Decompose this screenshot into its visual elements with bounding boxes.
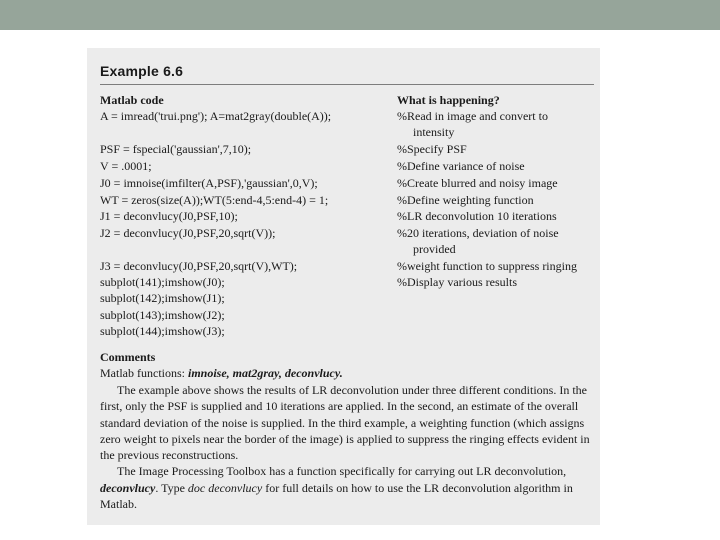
functions-list: imnoise, mat2gray, deconvlucy.: [187, 366, 343, 380]
example-title: Example 6.6: [100, 63, 184, 79]
comment-line: provided: [413, 242, 456, 256]
comment-line: %weight function to suppress ringing: [397, 259, 577, 273]
paragraph2-doc-command: doc deconvlucy: [187, 480, 263, 495]
code-line: J3 = deconvlucy(J0,PSF,20,sqrt(V),WT);: [100, 259, 298, 273]
comment-line: %20 iterations, deviation of noise: [397, 226, 559, 240]
paragraph2-text-e: for full details on how to use the LR deconvolution algorithm in Matlab.: [100, 480, 573, 512]
code-line: subplot(142);imshow(J1);: [100, 291, 225, 305]
comment-line: %Read in image and convert to: [397, 109, 548, 123]
comments-body: [100, 382, 595, 512]
comment-line: intensity: [413, 125, 455, 139]
functions-prefix: Matlab functions:: [100, 366, 188, 380]
comment-line: %LR deconvolution 10 iterations: [397, 209, 557, 223]
paragraph2-text-c: . Type: [155, 480, 188, 495]
comment-line: %Create blurred and noisy image: [397, 176, 558, 190]
comment-paragraph-2: [100, 463, 595, 512]
matlab-functions-line: [100, 365, 343, 381]
code-line: subplot(144);imshow(J3);: [100, 324, 225, 338]
top-banner: [0, 0, 720, 30]
code-line: WT = zeros(size(A));WT(5:end-4,5:end-4) = 1;: [100, 193, 329, 207]
code-header: Matlab code: [100, 93, 164, 107]
comments-header: Comments: [100, 350, 156, 364]
code-line: subplot(143);imshow(J2);: [100, 308, 225, 322]
comment-header: What is happening?: [397, 93, 500, 107]
comment-line: %Display various results: [397, 275, 517, 289]
code-line: V = .0001;: [100, 159, 152, 173]
comment-line: %Define variance of noise: [397, 159, 525, 173]
code-line: subplot(141);imshow(J0);: [100, 275, 225, 289]
code-line: J1 = deconvlucy(J0,PSF,10);: [100, 209, 238, 223]
comment-line: %Specify PSF: [397, 142, 467, 156]
title-divider: [100, 84, 594, 85]
code-line: J0 = imnoise(imfilter(A,PSF),'gaussian',0,V);: [100, 176, 318, 190]
code-line: PSF = fspecial('gaussian',7,10);: [100, 142, 252, 156]
paragraph2-text-a: The Image Processing Toolbox has a function specifically for carrying out LR deconvolution,: [117, 464, 567, 479]
code-line: J2 = deconvlucy(J0,PSF,20,sqrt(V));: [100, 226, 276, 240]
comment-paragraph-1: The example above shows the results of LR deconvolution under three different conditions. In the first, only the PSF is supplied and 10 iterations are applied. In the second, an estimate of the overall standard deviation of the noise is supplied. In the third example, a weighting function (which assigns zero weight to pixels near the border of the image) is applied to suppress the ringing effects evident in the previous reconstructions.: [100, 383, 590, 463]
paragraph2-function-name: deconvlucy: [100, 480, 156, 495]
code-line: A = imread('trui.png'); A=mat2gray(double(A));: [100, 109, 332, 123]
comment-line: %Define weighting function: [397, 193, 534, 207]
